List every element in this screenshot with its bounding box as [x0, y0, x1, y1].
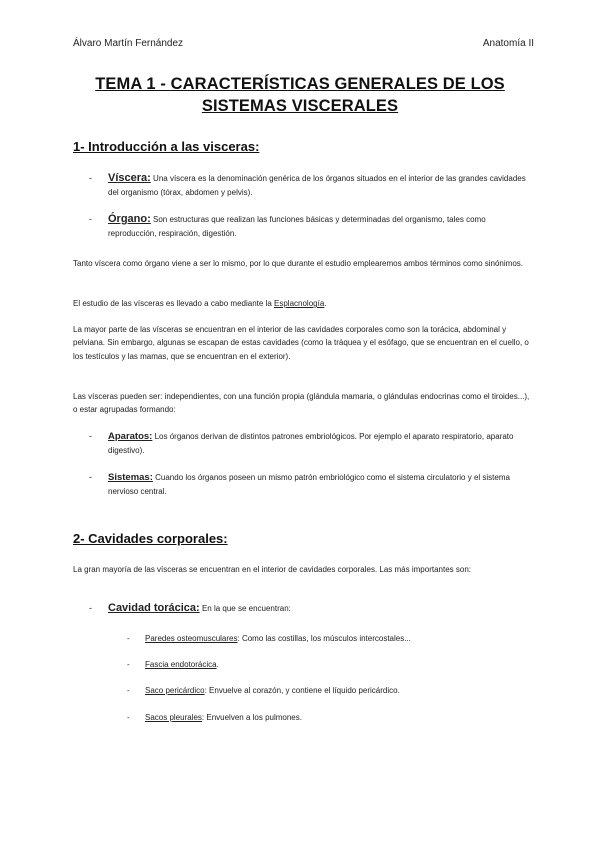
sub-text: : Como las costillas, los músculos intercostales... [237, 634, 411, 643]
sub-text: . [216, 660, 219, 669]
paragraph-cavidades: La mayor parte de las vísceras se encuentran en el interior de las cavidades corporales como son la torácica, abdominal y pelviana. Sin embargo, algunas se escapan de estas cavidades (como la tráquea y el esófago, que se encuentran en el cuello, o los testículos y las mamas, que se encuentran en el exterior). [73, 325, 529, 361]
sub-dash: - [127, 713, 130, 722]
esplacnologia-link[interactable]: Esplacnología [274, 299, 325, 308]
bullet-dash: - [89, 431, 92, 441]
bullet-text: Cuando los órganos poseen un mismo patrón embriológico como el sistema circulatorio y el sistema nervioso central. [108, 473, 510, 496]
bullet-term: Víscera: [108, 172, 151, 184]
bullet-dash: - [89, 472, 92, 482]
header-author: Álvaro Martín Fernández [73, 38, 184, 49]
title-line-1: TEMA 1 - CARACTERÍSTICAS GENERALES DE LOS [95, 75, 505, 93]
paragraph-cavidades-intro: La gran mayoría de las vísceras se encuentran en el interior de cavidades corporales. Las más importantes son: [73, 565, 471, 574]
bullet-term: Aparatos: [108, 431, 153, 442]
bullet-term: Órgano: [108, 213, 151, 225]
bullet-text: Los órganos derivan de distintos patrones embriológicos. Por ejemplo el aparato respiratorio, aparato digestivo). [108, 432, 514, 455]
bullet-text: Son estructuras que realizan las funciones básicas y determinadas del organismo, tales como reproducción, respiración, digestión. [108, 215, 486, 238]
paragraph-sinonimos: Tanto víscera como órgano viene a ser lo mismo, por lo que durante el estudio emplearemos ambos términos como sinónimos. [73, 259, 523, 268]
header-subject: Anatomía II [482, 38, 534, 49]
bullet-term: Cavidad torácica: [108, 602, 200, 614]
bullet-term: Sistemas: [108, 472, 153, 483]
bullet-text: En la que se encuentran: [201, 604, 291, 613]
para-text-end: . [324, 299, 327, 308]
bullet-dash: - [89, 173, 92, 183]
sub-text: : Envuelve al corazón, y contiene el líquido pericárdico. [204, 686, 400, 695]
sub-term: Fascia endotorácica [145, 660, 217, 669]
paragraph-tipos: Las vísceras pueden ser: independientes, con una función propia (glándula mamaria, o glándulas endocrinas como el tiroides...), o estar agrupadas formando: [73, 392, 530, 415]
paragraph-esplacnologia [73, 297, 533, 310]
para-text: El estudio de las vísceras es llevado a cabo mediante la [73, 299, 275, 308]
bullet-dash: - [89, 603, 92, 613]
sub-text: : Envuelven a los pulmones. [201, 713, 302, 722]
sub-dash: - [127, 660, 130, 669]
title-line-2: SISTEMAS VISCERALES [201, 97, 399, 115]
bullet-dash: - [89, 214, 92, 224]
sub-term: Saco pericárdico [145, 686, 205, 695]
sub-term: Paredes osteomusculares [145, 634, 238, 643]
bullet-text: Una víscera es la denominación genérica de los órganos situados en el interior de las grandes cavidades del organismo (tórax, abdomen y pelvis). [108, 174, 526, 197]
page-title [60, 73, 540, 117]
section1-heading: 1- Introducción a las visceras: [73, 139, 260, 154]
sub-dash: - [127, 634, 130, 643]
sub-term: Sacos pleurales [145, 713, 202, 722]
sub-dash: - [127, 686, 130, 695]
section2-heading: 2- Cavidades corporales: [73, 531, 228, 546]
